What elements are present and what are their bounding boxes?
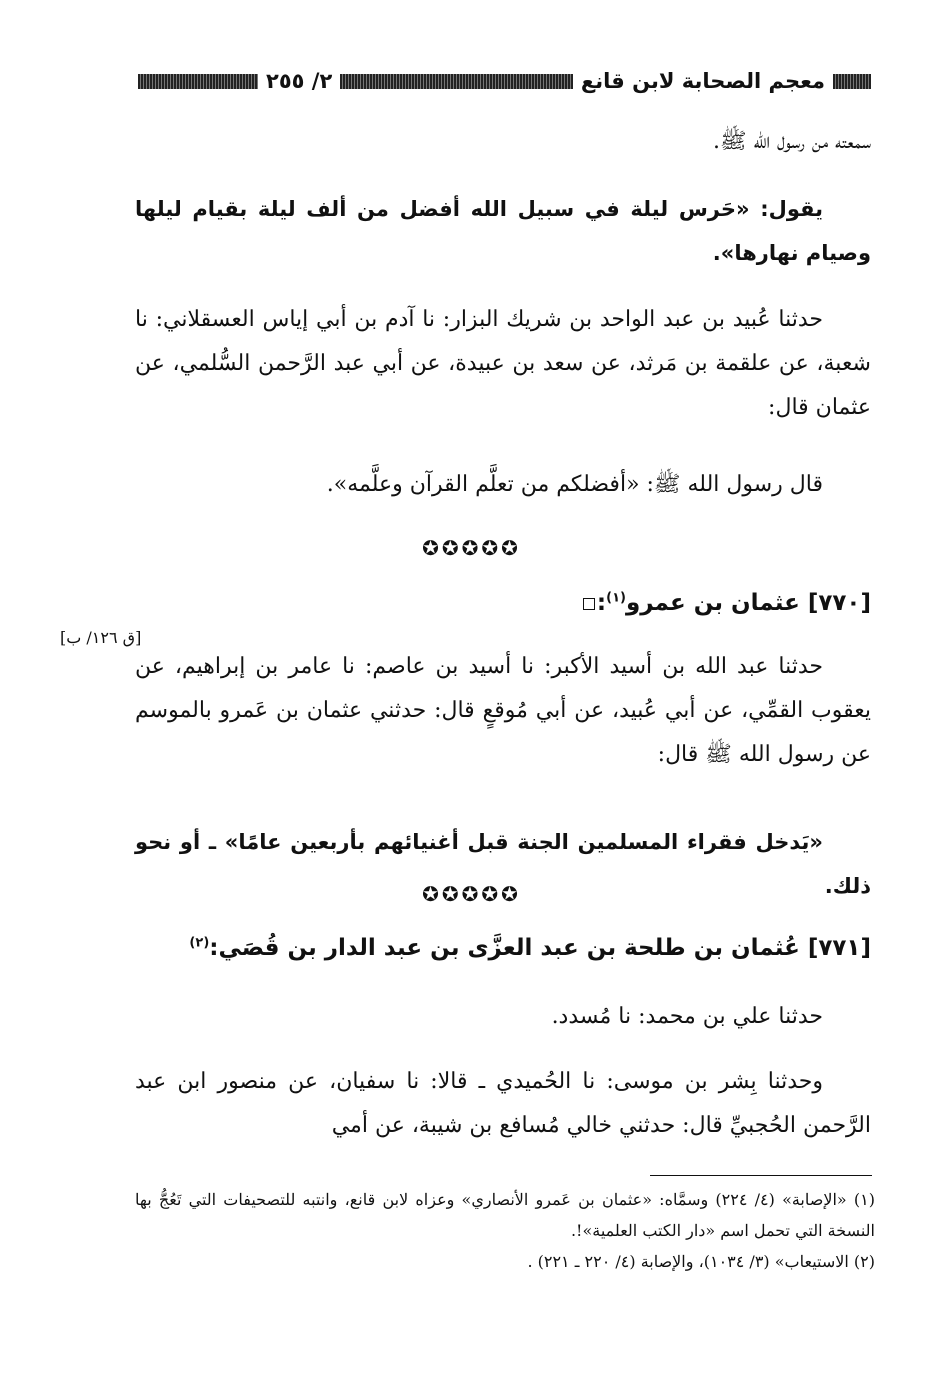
paragraph-8: وحدثنا بِشر بن موسى: نا الحُميدي ـ قالا: نا سفيان، عن منصور ابن عبد الرَّحمن الحُجبيِّ قال: حدثني خالي مُسافع بن شيبة، عن أمي bbox=[135, 1069, 871, 1138]
entry-770-footnote-ref: (١) bbox=[606, 590, 626, 606]
entry-771-number: [٧٧١] bbox=[807, 935, 871, 961]
header-ornament-right bbox=[833, 74, 871, 89]
entry-770-tail: : bbox=[596, 590, 607, 616]
entry-771-title bbox=[135, 935, 871, 961]
paragraph-5: حدثنا عبد الله بن أسيد الأكبر: نا أسيد بن عاصم: نا عامر بن إبراهيم، عن يعقوب القمِّي، عن أبي عُبيد، عن أبي مُوقعٍ قال: حدثني عثمان بن عَمرو بالموسم عن رسول الله ﷺ قال: bbox=[135, 654, 871, 767]
paragraph-4: قال رسول الله ﷺ: «أفضلكم من تعلَّم القرآن وعلَّمه». bbox=[326, 472, 823, 497]
running-header bbox=[138, 66, 871, 96]
footnote-2: (٢) الاستيعاب» (٣/ ١٠٣٤)، والإصابة (٤/ ٢٢٠ ـ ٢٢١) . bbox=[527, 1252, 875, 1271]
paragraph-2: يقول: «حَرس ليلة في سبيل الله أفضل من ألف ليلة بقيام ليلها وصيام نهارها». bbox=[135, 197, 871, 265]
header-title: معجم الصحابة لابن قانع bbox=[580, 69, 825, 93]
separator-stars-1: ✪✪✪✪✪ bbox=[422, 536, 521, 560]
square-marker-icon bbox=[583, 598, 595, 610]
entry-770-number: [٧٧٠] bbox=[807, 590, 871, 616]
entry-771-tail: : bbox=[209, 935, 219, 961]
footnotes bbox=[135, 1184, 875, 1277]
manuscript-margin-note: [ق ١٢٦/ ب] bbox=[60, 628, 142, 647]
paragraph-3: حدثنا عُبيد بن عبد الواحد بن شريك البزار: نا آدم بن أبي إياس العسقلاني: نا شعبة، عن علقمة بن مَرثد، عن سعد بن عبيدة، عن أبي عبد الرَّحمن السُّلمي، عن عثمان قال: bbox=[135, 307, 871, 420]
paragraph-1: سمعته من رسول الله ﷺ. bbox=[713, 129, 871, 154]
entry-770-name: عثمان بن عمرو bbox=[625, 590, 800, 616]
paragraph-7: حدثنا علي بن محمد: نا مُسدد. bbox=[551, 1004, 823, 1029]
header-ornament-left bbox=[138, 74, 258, 89]
entry-771-name: عُثمان بن طلحة بن عبد العزَّى بن عبد الدار بن قُصَي bbox=[218, 935, 800, 961]
footnote-1: (١) «الإصابة» (٤/ ٢٢٤) وسمَّاه: «عثمان بن عَمرو الأنصاري» وعزاه لابن قانع، وانتبه للتصحيفات التي تَعُجُّ بها النسخة التي تحمل اسم «دار الكتب العلمية»!. bbox=[135, 1190, 875, 1240]
paragraph-6: «يَدخل فقراء المسلمين الجنة قبل أغنيائهم بأربعين عامًا» ـ أو نحو ذلك. bbox=[135, 830, 871, 898]
header-ornament-middle bbox=[340, 74, 573, 89]
separator-stars-2: ✪✪✪✪✪ bbox=[422, 882, 521, 906]
footnote-divider bbox=[650, 1175, 872, 1176]
entry-771-footnote-ref: (٢) bbox=[189, 935, 210, 951]
page-number: ٢/ ٢٥٥ bbox=[266, 69, 333, 93]
entry-770-title bbox=[135, 590, 871, 616]
